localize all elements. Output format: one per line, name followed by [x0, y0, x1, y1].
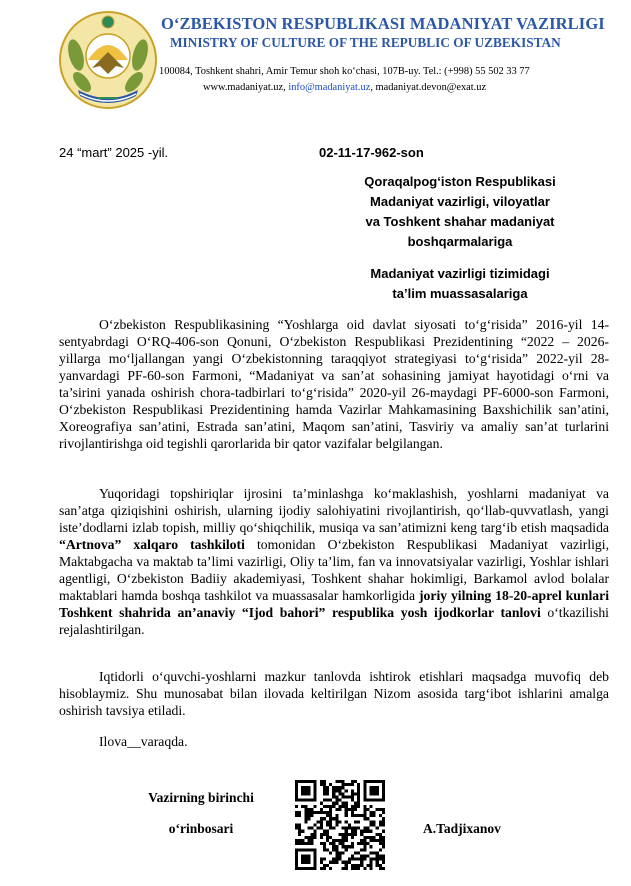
event-details: joriy yilning 18-20-aprel kunlari Toshkent shahrida an’anaviy “Ijod bahori” respublika yosh ijodkorlar tanlovi [59, 588, 609, 620]
addressee-line: Qoraqalpog‘iston Respublikasi [364, 174, 556, 189]
signatory-title: o‘rinbosari [168, 821, 234, 836]
addressee-line: Madaniyat vazirligi, viloyatlar [370, 194, 550, 209]
addressee-line: va Toshkent shahar madaniyat [365, 214, 555, 229]
signatory-title: Vazirning birinchi [148, 790, 254, 805]
body-paragraph-recommendation: Iqtidorli o‘quvchi-yoshlarni mazkur tanlovda ishtirok etishlari maqsadga muvofiq deb hisoblaymiz. Shu munosabat bilan ilovada keltirilgan Nizom asosida targ‘ibot ishlarini amalga oshirish tavsiya etiladi. [59, 669, 609, 718]
addressee-line: ta’lim muassasalariga [392, 286, 528, 301]
addressee-line: boshqarmalariga [407, 234, 513, 249]
addressee-institutions [338, 264, 582, 304]
body-paragraph-contest [59, 485, 609, 638]
organizer-name: “Artnova” xalqaro tashkiloti [59, 537, 245, 552]
text-run: o‘tkazilishi rejalashtirilgan. [59, 605, 609, 637]
edo-address: , madaniyat.devon@exat.uz [370, 82, 487, 93]
ministry-contacts [203, 82, 486, 93]
ministry-address: 100084, Toshkent shahri, Amir Temur shoh ko‘chasi, 107B-uy. Tel.: (+998) 55 502 33 77 [159, 66, 530, 77]
qr-code-icon [295, 780, 385, 870]
text-run: Yuqoridagi topshiriqlar ijrosini ta’minlashga ko‘maklashish, yoshlarni madaniyat va san’atga qiziqishini oshirish, ularning ijodiy salohiyatini rivojlantirish, qo‘llab-quvvatlash, yangi iste’dodlarni izlab topish, milliy qo‘shiqchilik, musiqa va san’atimizni keng targ‘ib etish maqsadida [59, 486, 609, 535]
website-link[interactable]: www.madaniyat.uz, [203, 82, 286, 93]
addressee-line: Madaniyat vazirligi tizimidagi [370, 266, 550, 281]
text-run: tomonidan O‘zbekiston Respublikasi Madaniyat vazirligi, Maktabgacha va maktab ta’limi vazirligi, Oliy ta’lim, fan va innovatsiyalar vazirligi, Yoshlar ishlari agentligi, O‘zbekiston Badiiy akademiyasi, Toshkent shahar hokimligi, Barkamol avlod bolalar maktablari hamda boshqa tashkilot va muassasalar hamkorligida [59, 537, 609, 603]
ministry-name-uz: O‘ZBEKISTON RESPUBLIKASI MADANIYAT VAZIRLIGI [161, 14, 605, 33]
state-emblem-icon [58, 10, 158, 110]
addressee-regional [338, 172, 582, 252]
signatory-name: A.Tadjixanov [423, 821, 501, 836]
letter-number: 02-11-17-962-son [319, 145, 424, 160]
attachment-note: Ilova__varaqda. [99, 734, 188, 749]
email-link[interactable]: info@madaniyat.uz [288, 82, 371, 93]
letter-date: 24 “mart” 2025 -yil. [59, 145, 169, 160]
body-paragraph-legal-basis: O‘zbekiston Respublikasining “Yoshlarga oid davlat siyosati to‘g‘risida” 2016-yil 14-sentyabrdagi O‘RQ-406-son Qonuni, O‘zbekiston Respublikasi Prezidentining “2022 – 2026-yillarga mo‘ljallangan yangi O‘zbekistonning taraqqiyot strategiyasi to‘g‘risida” 2022-yil 28-yanvardagi PF-60-son Farmoni, “Madaniyat va san’at sohasining jamiyat hayotidagi o‘rni va ta’sirini yanada oshirish chora-tadbirlari to‘g‘risida” 2020-yil 26-maydagi PF-6000-son Farmoni, O‘zbekiston Respublikasi Prezidentining hamda Vazirlar Mahkamasining Baxshichilik san’atini, Xoreografiya san’atini, Estrada san’atini, Maqom san’atini, Tasviriy va amaliy san’at turlarini rivojlantirishga oid tegishli qarorlarida bir qator vazifalar belgilangan. [59, 317, 609, 451]
ministry-name-en: MINISTRY OF CULTURE OF THE REPUBLIC OF UZBEKISTAN [170, 35, 561, 50]
